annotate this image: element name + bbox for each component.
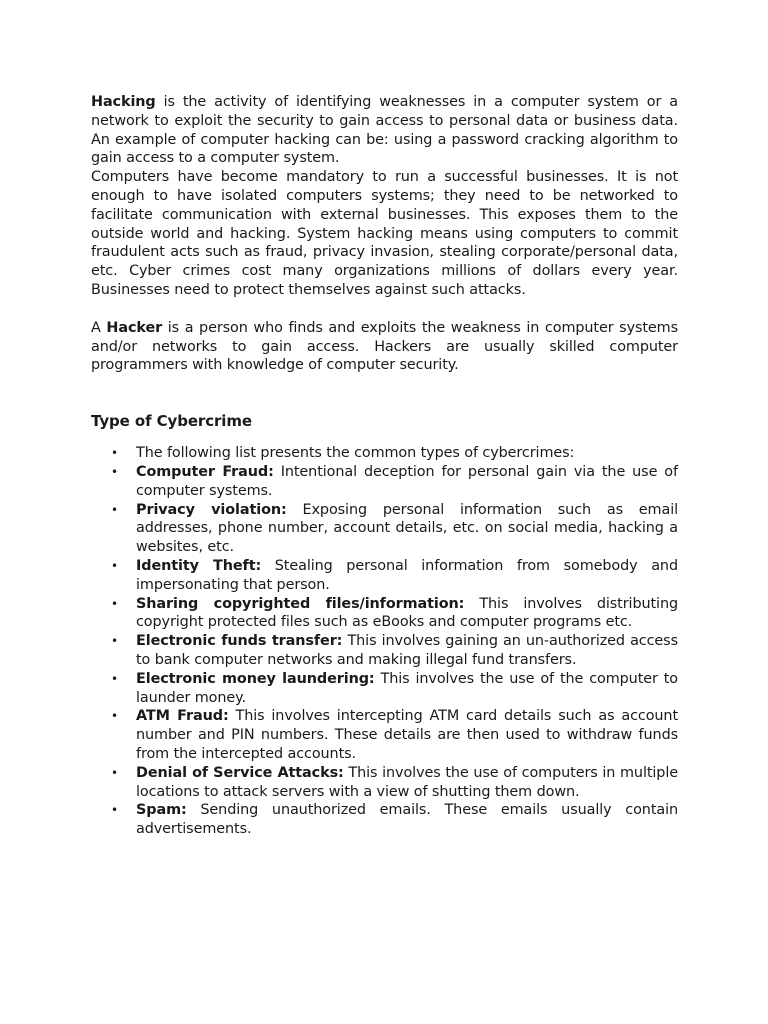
bullet-icon: • — [111, 634, 118, 649]
hacker-text: is a person who finds and exploits the weakness in computer systems and/or networks to gain access. Hackers are usually skilled computer programmers with knowledge of computer security. — [91, 319, 678, 374]
list-item-term: ATM Fraud: — [136, 708, 229, 725]
bullet-icon: • — [111, 502, 118, 517]
list-item-term: Sharing copyrighted files/information: — [136, 595, 465, 612]
list-item-text: Exposing personal information such as email addresses, phone number, account details, etc. on social media, hacking a websites, etc. — [136, 501, 678, 556]
list-item-term: Identity Theft: — [136, 557, 262, 574]
section-title: Type of Cybercrime — [91, 412, 252, 431]
list-item-text: Intentional deception for personal gain via the use of computer systems. — [136, 463, 678, 499]
bullet-icon: • — [111, 596, 118, 611]
list-item-text: This involves intercepting ATM card details such as account number and PIN numbers. These details are then used to withdraw funds from the intercepted accounts. — [136, 708, 678, 762]
hacker-prefix: A — [91, 319, 107, 336]
list-item — [91, 595, 678, 633]
list-item — [91, 557, 678, 595]
list-item — [91, 670, 678, 708]
list-item-text: Sending unauthorized emails. These emails usually contain advertisements. — [136, 802, 678, 838]
list-item-term: Spam: — [136, 802, 187, 819]
list-item — [91, 463, 678, 501]
list-item-text: Stealing personal information from somebody and impersonating that person. — [136, 557, 678, 593]
list-item-term: Electronic money laundering: — [136, 670, 375, 687]
intro-text: is the activity of identifying weaknesses in a computer system or a network to exploit the security to gain access to personal data or business data. An example of computer hacking can be: using a password cracking algorithm to gain access to a computer system. — [91, 94, 678, 167]
list-item-text: This involves gaining an un-authorized access to bank computer networks and making illegal fund transfers. — [136, 633, 678, 668]
list-item-text: This involves the use of the computer to launder money. — [136, 670, 679, 706]
list-item-term: Privacy violation: — [136, 501, 287, 518]
bullet-icon: • — [111, 558, 118, 573]
bullet-icon: • — [111, 464, 118, 479]
list-item — [91, 501, 678, 557]
hacker-term: Hacker — [106, 319, 163, 336]
list-item-term: Denial of Service Attacks: — [136, 764, 344, 781]
list-item — [91, 707, 678, 763]
bullet-icon: • — [111, 446, 118, 461]
list-item — [91, 801, 678, 839]
list-item-text: The following list presents the common types of cybercrimes: — [136, 445, 575, 462]
list-item-text: This involves distributing copyright protected files such as eBooks and computer programs etc. — [136, 595, 678, 631]
bullet-icon: • — [111, 671, 118, 686]
list-item-text: This involves the use of computers in multiple locations to attack servers with a view of shutting them down. — [136, 764, 678, 800]
hacker-paragraph — [91, 319, 678, 375]
list-item — [91, 764, 678, 802]
cybercrime-list — [91, 444, 678, 839]
intro-paragraph — [91, 93, 678, 168]
list-item-term: Electronic funds transfer: — [136, 633, 343, 650]
business-paragraph: Computers have become mandatory to run a successful businesses. It is not enough to have isolated computers systems; they need to be networked to facilitate communication with external businesses. This exposes them to the outside world and hacking. System hacking means using computers to commit fraudulent acts such as fraud, privacy invasion, stealing corporate/personal data, etc. Cyber crimes cost many organizations millions of dollars every year. Businesses need to protect themselves against such attacks. — [91, 169, 678, 298]
bullet-icon: • — [111, 765, 118, 780]
document-page — [91, 93, 678, 839]
bullet-icon: • — [111, 709, 118, 724]
list-item — [91, 444, 678, 463]
list-item — [91, 632, 678, 670]
hacking-term: Hacking — [91, 94, 156, 110]
bullet-icon: • — [111, 803, 118, 818]
list-item-term: Computer Fraud: — [136, 463, 274, 480]
